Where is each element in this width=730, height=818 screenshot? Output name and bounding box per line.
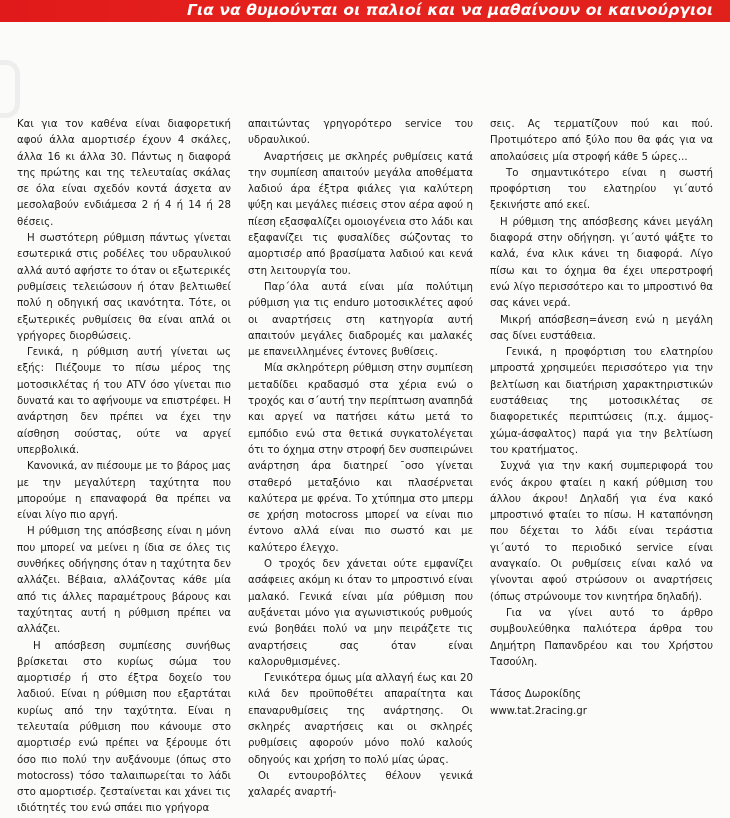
paragraph: Το σημαντικότερο είναι η σωστή προφόρτιση του ελατηρίου γι΄αυτό ξεκινήστε από εκεί. [490,167,713,212]
page-title: Για να θυμούνται οι παλιοί και να μαθαίνουν οι καινούργιοι [186,1,713,19]
article-column-left [17,117,231,818]
paragraph: Η ρύθμιση της απόσβεσης είναι η μόνη που μπορεί να μείνει η ίδια σε όλες τις συνθήκες οδήγησης όταν η ταχύτητα δεν αλλάζει. Βέβαια, αλλάζοντας κάθε μία από τις άλλες παραμέτρους βάρους και ταχύτητας αυτή η ρύθμιση πρέπει να αλλάζει. [17,526,231,636]
paragraph: Παρ΄όλα αυτά είναι μία πολύτιμη ρύθμιση για τις enduro μοτοσικλέτες αφού οι αναρτήσεις στη κατηγορία αυτή απαιτούν μεγάλες διαδρομές και μαλακές με επανειλλημένες έντονες βυθίσεις. [248,281,473,359]
paragraph: Μία σκληρότερη ρύθμιση στην συμπίεση μεταδίδει κραδασμό στα χέρια ενώ ο τροχός και σ΄αυτή την περίπτωση αναπηδά και αργεί να πατήσει κάτω μετά το εμπόδιο ενώ στα θετικά συγκατολέγεται ότι το όχημα στην στροφή δεν συσπειρώνει ανάρτηση άρα διατηρεί ¯οσο γίνεται σταθερό μεταξόνιο και πλασέρνεται καλύτερα με φρένα. Το χτύπημα στο μπερμ σε χρήση motocross μπορεί να είναι πιο έντονο αλλά είναι πιο σωστό και με καλύτερο έλεγχο. [248,363,473,554]
paragraph: Οι εντουροβόλτες θέλουν γενικά χαλαρές αναρτή- [248,770,473,799]
paragraph: Κανονικά, αν πιέσουμε με το βάρος μας με την μεγαλύτερη ταχύτητα που μπορούμε η επαναφορά θα πρέπει να είναι λίγο πιο αργή. [17,461,231,522]
paragraph: Αναρτήσεις με σκληρές ρυθμίσεις κατά την συμπίεση απαιτούν μεγάλα αποθέματα λαδιού άρα έξτρα φιάλες για καλύτερη ψύξη και μεγάλες πιέσεις στον αέρα αφού η πίεση εξασφαλίζει ομοιογένεια στο λάδι και εξαφανίζει τις φυσαλίδες σώζοντας το αμορτισέρ από βρασίματα λαδιού και κενά στη λειτουργία του. [248,151,473,277]
author-signature [490,687,713,720]
paragraph: Μικρή απόσβεση=άνεση ενώ η μεγάλη σας δίνει ευστάθεια. [490,314,713,342]
paragraph: απαιτώντας γρηγορότερο service του υδραυλικού. [248,119,473,147]
paragraph: Γενικά, η προφόρτιση του ελατηρίου μπροστά χρησιμεύει περισσότερο για την βελτίωση και διατήριση χαρακτηριστικών ευστάθειας της μοτοσικλέτας σε διαφορετικές περιπτώσεις (π.χ. άμμος-χώμα-άσφαλτος) παρά για την βελτίωση του κρατήματος. [490,347,713,456]
paragraph: Γενικότερα όμως μία αλλαγή έως και 20 κιλά δεν προϋποθέτει απαραίτητα και επαναρυθμίσεις της ανάρτησης. Οι σκληρές αναρτήσεις και οι σκληρές ρυθμίσεις αφορούν μόνο πολύ καλούς οδηγούς και χρήση το πολύ μίας ώρας. [248,673,473,766]
header-band [0,0,730,22]
paragraph: σεις. Ας τερματίζουν πού και πού. Προτιμότερο από ξύλο που θα φάς για να απολαύσεις μία στροφή κάθε 5 ώρες... [490,119,713,163]
paragraph: Και για τον καθένα είναι διαφορετική αφού άλλα αμορτισέρ έχουν 4 σκάλες, άλλα 16 κι άλλα 30. Πάντως η διαφορά της πρώτης και της τελευταίας σκάλας σε όλα είναι σχεδόν κοντά άσχετα αν μεσολαβούν ενδιάμεσα 2 ή 4 ή 14 ή 28 θέσεις. [17,119,231,228]
paragraph: Η σωστότερη ρύθμιση πάντως γίνεται εσωτερικά στις ροδέλες του υδραυλικού αλλά αυτό αφήστε το όταν οι εξωτερικές ρυθμίσεις τελειώσουν ή όταν βελτιωθεί πολύ η οδηγική σας ικανότητα. Τότε, οι εξωτερικές ρυθμίσεις θα είναι απλά οι γρήγορες διορθώσεις. [17,233,231,342]
article-column-middle [248,117,473,801]
paragraph: Ο τροχός δεν χάνεται ούτε εμφανίζει ασάφειες ακόμη κι όταν το μπροστινό είναι μαλακό. Γενικά είναι μία ρύθμιση που αυξάνεται μόνο για αγωνιστικούς ρυθμούς ενώ βοηθάει πολύ να μην πειράζετε τις αναρτήσεις σας όταν είναι καλορυθμισμένες. [248,559,473,668]
decorative-ring-icon [0,60,20,118]
author-website-link[interactable]: www.tat.2racing.gr [490,705,587,717]
paragraph: Συχνά για την κακή συμπεριφορά του ενός άκρου φταίει η κακή ρύθμιση του άλλου άκρου! Δηλαδή για ένα κακό μπροστινό φταίει το πίσω. Η καταπόνηση που δέχεται το λάδι είναι τεράστια γι΄αυτό το περιοδικό service είναι αναγκαίο. Οι ρυθμίσεις είναι καλό να γίνονται αφού στρώσουν οι αναρτήσεις (όπως στρώνουμε τον κινητήρα δηλαδή). [490,461,713,603]
paragraph: Η ρύθμιση της απόσβεσης κάνει μεγάλη διαφορά στην οδήγηση. γι΄αυτό ψάξτε το καλά, ένα κλικ κάνει τη διαφορά. Λίγο πίσω και το όχημα θα έχει υπερστροφή ενώ λίγο περισσότερο και το μπροστινό θα σας κάνει νερά. [490,216,713,310]
paragraph: Η απόσβεση συμπίεσης συνήθως βρίσκεται στο κυρίως σώμα του αμορτισέρ ή στο έξτρα δοχείο του λαδιού. Είναι η ρύθμιση που εξαρτάται κυρίως από την ταχύτητα. Είναι η τελευταία ρύθμιση που κάνουμε στο αμορτισέρ ενώ πρέπει να ξέρουμε ότι όσο πιο πολύ την αυξάνουμε (όπως στο motocross) τόσο ταλαιπωρείται το λάδι στο αμορτισέρ. ζεσταίνεται και χάνει τις ιδιότητές του ενώ σπάει πιο γρήγορα [17,640,231,815]
paragraph: Γενικά, η ρύθμιση αυτή γίνεται ως εξής: Πιέζουμε το πίσω μέρος της μοτοσικλέτας ή του ATV όσο γίνεται πιο δυνατά και το αφήνουμε να επιστρέφει. Η ανάρτηση δεν πρέπει να έχει την αίσθηση σούστας, ούτε να αργεί υπερβολικά. [17,347,231,456]
author-name: Τάσος Δωροκίδης [490,689,582,701]
paragraph: Για να γίνει αυτό το άρθρο συμβουλεύθηκα παλιότερα άρθρα του Δημήτρη Παπανδρέου και του Χρήστου Τασούλη. [490,607,713,668]
article-column-right [490,117,713,720]
